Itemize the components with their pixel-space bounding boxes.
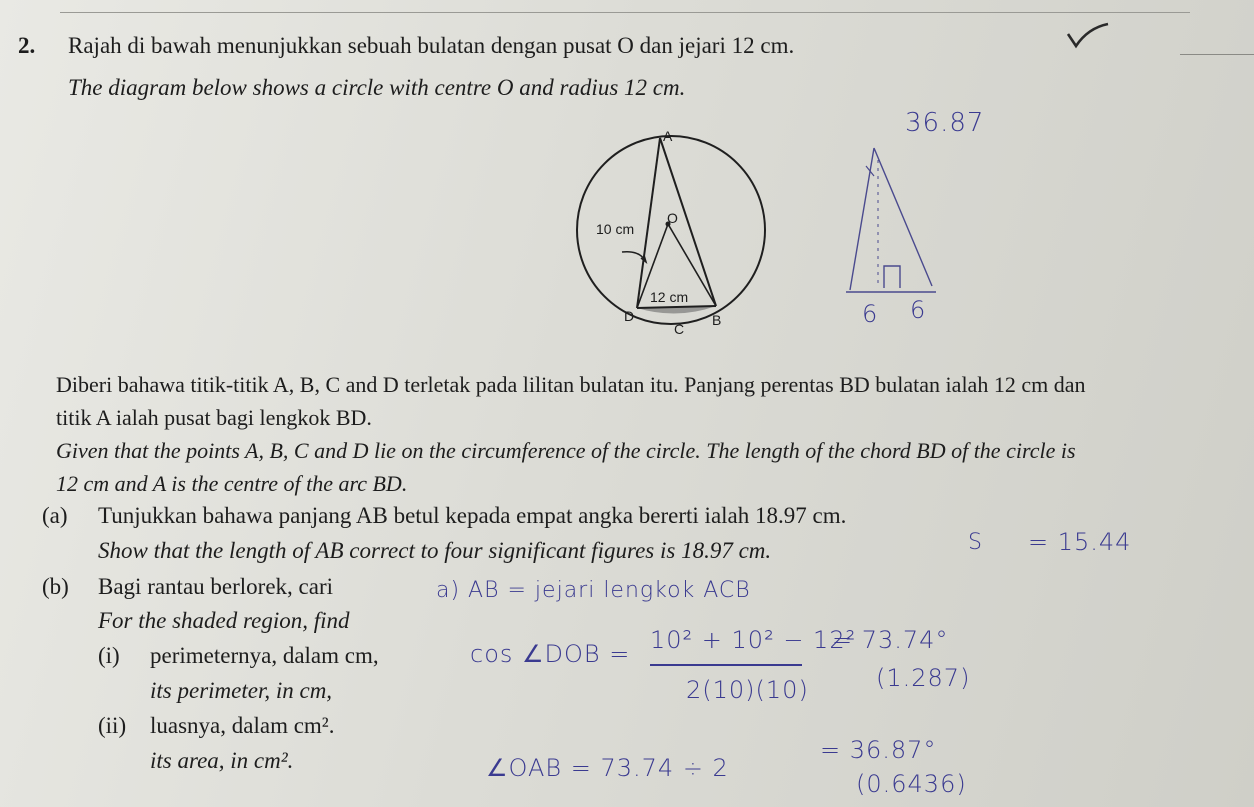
label-12cm: 12 cm bbox=[650, 289, 689, 305]
part-b-ii-malay: luasnya, dalam cm². bbox=[150, 713, 335, 738]
handwritten-oab-lhs: ∠OAB = 73.74 ÷ 2 bbox=[486, 754, 729, 782]
part-b-i-label: (i) bbox=[98, 643, 120, 668]
part-b-english: For the shaded region, find bbox=[98, 608, 350, 633]
given-english-line2: 12 cm and A is the centre of the arc BD. bbox=[56, 471, 408, 496]
side-rule bbox=[1180, 54, 1254, 55]
given-english-line1: Given that the points A, B, C and D lie on the circumference of the circle. The length of the chord BD of the circle is bbox=[56, 438, 1076, 463]
part-b-ii-label: (ii) bbox=[98, 713, 127, 738]
part-b-ii-english: its area, in cm². bbox=[150, 748, 294, 773]
handwritten-line-ab: a) AB = jejari lengkok ACB bbox=[436, 578, 751, 603]
part-b-label: (b) bbox=[42, 574, 69, 599]
handwritten-top-value: 36.87 bbox=[905, 108, 985, 138]
handwritten-cos-lhs: cos ∠DOB = bbox=[470, 640, 631, 668]
handwritten-s-label: S bbox=[968, 530, 983, 555]
label-C: C bbox=[674, 321, 685, 337]
intro-english: The diagram below shows a circle with centre O and radius 12 cm. bbox=[68, 75, 686, 100]
handwritten-angle-radians: (1.287) bbox=[876, 664, 971, 692]
label-D: D bbox=[624, 308, 635, 324]
part-a-malay: Tunjukkan bahawa panjang AB betul kepada empat angka bererti ialah 18.97 cm. bbox=[98, 503, 847, 528]
handwritten-cos-numerator: 10² + 10² − 12² bbox=[650, 626, 857, 654]
handwritten-six-left: 6 bbox=[862, 300, 879, 328]
top-rule bbox=[60, 12, 1190, 13]
handwritten-six-right: 6 bbox=[910, 296, 927, 324]
part-b-i-malay: perimeternya, dalam cm, bbox=[150, 643, 379, 668]
given-malay-line2: titik A ialah pusat bagi lengkok BD. bbox=[56, 405, 372, 430]
handwritten-triangle-sketch bbox=[840, 140, 950, 300]
part-a-english: Show that the length of AB correct to four significant figures is 18.97 cm. bbox=[98, 538, 772, 563]
handwritten-oab-radians: (0.6436) bbox=[856, 770, 967, 798]
label-10cm: 10 cm bbox=[596, 221, 635, 237]
part-a-label: (a) bbox=[42, 503, 68, 528]
part-b-malay: Bagi rantau berlorek, cari bbox=[98, 574, 333, 599]
given-malay-line1: Diberi bahawa titik-titik A, B, C and D terletak pada lilitan bulatan itu. Panjang perentas BD bulatan ialah 12 cm dan bbox=[56, 372, 1086, 397]
label-O: O bbox=[667, 210, 678, 226]
part-b-i-english: its perimeter, in cm, bbox=[150, 678, 333, 703]
handwritten-s-value: = 15.44 bbox=[1028, 528, 1132, 556]
question-number: 2. bbox=[18, 33, 36, 58]
intro-malay: Rajah di bawah menunjukkan sebuah bulatan dengan pusat O dan jejari 12 cm. bbox=[68, 33, 795, 58]
handwritten-cos-denominator: 2(10)(10) bbox=[686, 676, 809, 704]
handwritten-angle-degrees: = 73.74° bbox=[832, 626, 949, 654]
handwritten-oab-degrees: = 36.87° bbox=[820, 736, 937, 764]
tick-mark-icon bbox=[1064, 20, 1114, 50]
handwritten-fraction-bar bbox=[650, 664, 802, 666]
label-B: B bbox=[712, 312, 722, 328]
label-A: A bbox=[663, 128, 673, 144]
